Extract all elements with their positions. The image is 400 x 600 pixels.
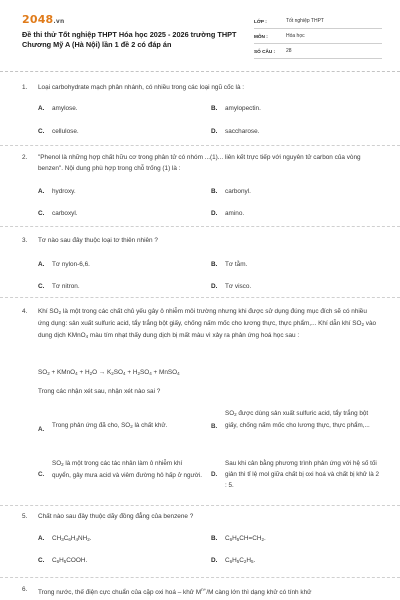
logo-suffix: .vn <box>53 18 65 25</box>
option-b[interactable] <box>211 408 381 448</box>
meta-key: SỐ CÂU : <box>254 48 276 54</box>
option-b[interactable] <box>211 533 266 545</box>
question-divider <box>0 297 400 298</box>
option-d[interactable] <box>211 281 251 292</box>
question-number: 5. <box>22 513 28 520</box>
question-text: Tơ nào sau đây thuộc loại tơ thiên nhiên ? <box>38 237 158 244</box>
option-text: Tơ nylon-6,6. <box>52 261 90 268</box>
question-divider <box>0 145 400 146</box>
option-letter: C. <box>38 557 45 564</box>
question-divider <box>0 577 400 578</box>
option-text: $SO_2$ được dùng sản xuất sulfuric acid, tẩy trắng bột giấy, chống nấm mốc cho lương thực, thực phẩm,... <box>225 410 370 429</box>
option-letter: D. <box>211 283 218 290</box>
site-logo[interactable] <box>22 13 64 26</box>
option-letter: B. <box>211 535 218 542</box>
option-a[interactable] <box>38 103 78 114</box>
exam-title: Đề thi thử Tốt nghiệp THPT Hóa học 2025 - 2026 trường THPT Chương Mỹ A (Hà Nội) lần 1 đề 2 có đáp án <box>22 30 237 49</box>
option-text: $C_6H_5CH=CH_2$. <box>225 535 266 542</box>
option-text: carbonyl. <box>225 188 251 195</box>
option-text: amylopectin. <box>225 105 261 112</box>
option-letter: B. <box>211 105 218 112</box>
meta-key: MÔN : <box>254 33 268 39</box>
option-letter: C. <box>38 283 45 290</box>
option-a[interactable] <box>38 259 90 270</box>
option-c[interactable] <box>38 208 78 219</box>
option-c[interactable] <box>38 555 87 567</box>
option-d[interactable] <box>211 208 244 219</box>
chemical-equation: $SO_2$ + KMnO$_4$ + $H_2O \to K_2SO_4 + H_2SO_4$ + MnSO$_4$ <box>38 369 180 376</box>
option-letter: A. <box>38 535 45 542</box>
option-letter: D. <box>211 128 218 135</box>
option-letter: A. <box>38 426 45 433</box>
option-letter: D. <box>211 557 218 564</box>
meta-row-subject <box>254 29 382 44</box>
meta-value: 28 <box>286 48 292 54</box>
option-text: $CH_3C_6H_4NH_2$. <box>52 535 92 542</box>
meta-row-count <box>254 44 382 59</box>
option-text: $C_6H_5COOH$. <box>52 557 88 564</box>
option-letter: D. <box>211 471 218 478</box>
option-text: $SO_2$ là một trong các tác nhân làm ô nhiễm khí quyển, gây mưa acid và viêm đường hô hấp ở người. <box>52 460 202 479</box>
exam-meta <box>254 14 382 59</box>
option-b[interactable] <box>211 259 247 270</box>
option-text: hydroxy. <box>52 188 76 195</box>
option-d[interactable] <box>211 458 381 494</box>
option-letter: A. <box>38 188 45 195</box>
option-letter: B. <box>211 261 218 268</box>
question-divider <box>0 505 400 506</box>
option-letter: D. <box>211 210 218 217</box>
option-letter: C. <box>38 128 45 135</box>
option-c[interactable] <box>38 458 208 494</box>
option-d[interactable] <box>211 555 255 567</box>
option-a[interactable] <box>38 420 208 450</box>
option-text: Trong phản ứng đã cho, $SO_2$ là chất khử. <box>52 422 168 429</box>
option-c[interactable] <box>38 126 79 137</box>
meta-value: Hóa học <box>286 33 305 39</box>
option-text: $C_6H_5C_2H_5$. <box>225 557 256 564</box>
option-letter: B. <box>211 423 218 430</box>
question-number: 3. <box>22 237 28 244</box>
question-prompt: Trong các nhận xét sau, nhận xét nào sai ? <box>38 388 161 395</box>
option-text: amino. <box>225 210 245 217</box>
question-number: 6. <box>22 586 28 593</box>
question-divider <box>0 226 400 227</box>
option-text: carboxyl. <box>52 210 78 217</box>
option-letter: B. <box>211 188 218 195</box>
option-text: saccharose. <box>225 128 260 135</box>
option-c[interactable] <box>38 281 80 292</box>
option-text: Tơ tằm. <box>225 261 248 268</box>
meta-row-class <box>254 14 382 29</box>
question-number: 1. <box>22 84 28 91</box>
option-a[interactable] <box>38 533 92 545</box>
meta-value: Tốt nghiệp THPT <box>286 18 324 24</box>
option-text: Sau khi cân bằng phương trình phản ứng với hệ số tối giản thì tỉ lệ mol giữa chất bị oxi hoá và chất bị khử là 2 : 5. <box>225 460 380 489</box>
header-divider <box>0 71 400 72</box>
question-text: Loại carbohydrate mạch phân nhánh, có nhiều trong các loại ngũ cốc là : <box>38 84 245 91</box>
option-b[interactable] <box>211 103 261 114</box>
option-d[interactable] <box>211 126 259 137</box>
option-text: cellulose. <box>52 128 79 135</box>
option-letter: A. <box>38 261 45 268</box>
question-text: "Phenol là những hợp chất hữu cơ trong phân tử có nhóm ...(1)... liên kết trực tiếp với nguyên tử carbon của vòng benzen". Nội dung phù hợp trong chỗ trống (1) là : <box>38 154 361 172</box>
option-a[interactable] <box>38 186 76 197</box>
question-text: Trong nước, thế điện cực chuẩn của cặp oxi hoá – khử $M^{n+}/M$ càng lớn thì dạng khử có tính khử <box>38 587 312 596</box>
option-b[interactable] <box>211 186 251 197</box>
question-text: Chất nào sau đây thuộc dãy đồng đẳng của benzene ? <box>38 513 194 520</box>
question-number: 2. <box>22 154 28 161</box>
meta-key: LỚP : <box>254 18 267 24</box>
question-text: Khí $SO_2$ là một trong các chất chủ yếu gây ô nhiễm môi trường nhưng khi được sử dụng đúng mục đích sẽ có nhiều ứng dụng: sản xuất sulfuric acid, tẩy trắng bột giấy, chống nấm mốc cho lương thực, thực phẩm,... Khí dẫn khí $SO_2$ vào dung dịch KMnO$_4$ màu tím nhạt thấy dung dịch bị mất màu vì xảy ra phản ứng hoá học sau : <box>38 308 377 339</box>
question-number: 4. <box>22 308 28 315</box>
option-text: amylose. <box>52 105 78 112</box>
option-letter: C. <box>38 471 45 478</box>
option-text: Tơ nitron. <box>52 283 80 290</box>
option-letter: A. <box>38 105 45 112</box>
option-letter: C. <box>38 210 45 217</box>
logo-text: 2048 <box>22 13 54 26</box>
option-text: Tơ visco. <box>225 283 252 290</box>
